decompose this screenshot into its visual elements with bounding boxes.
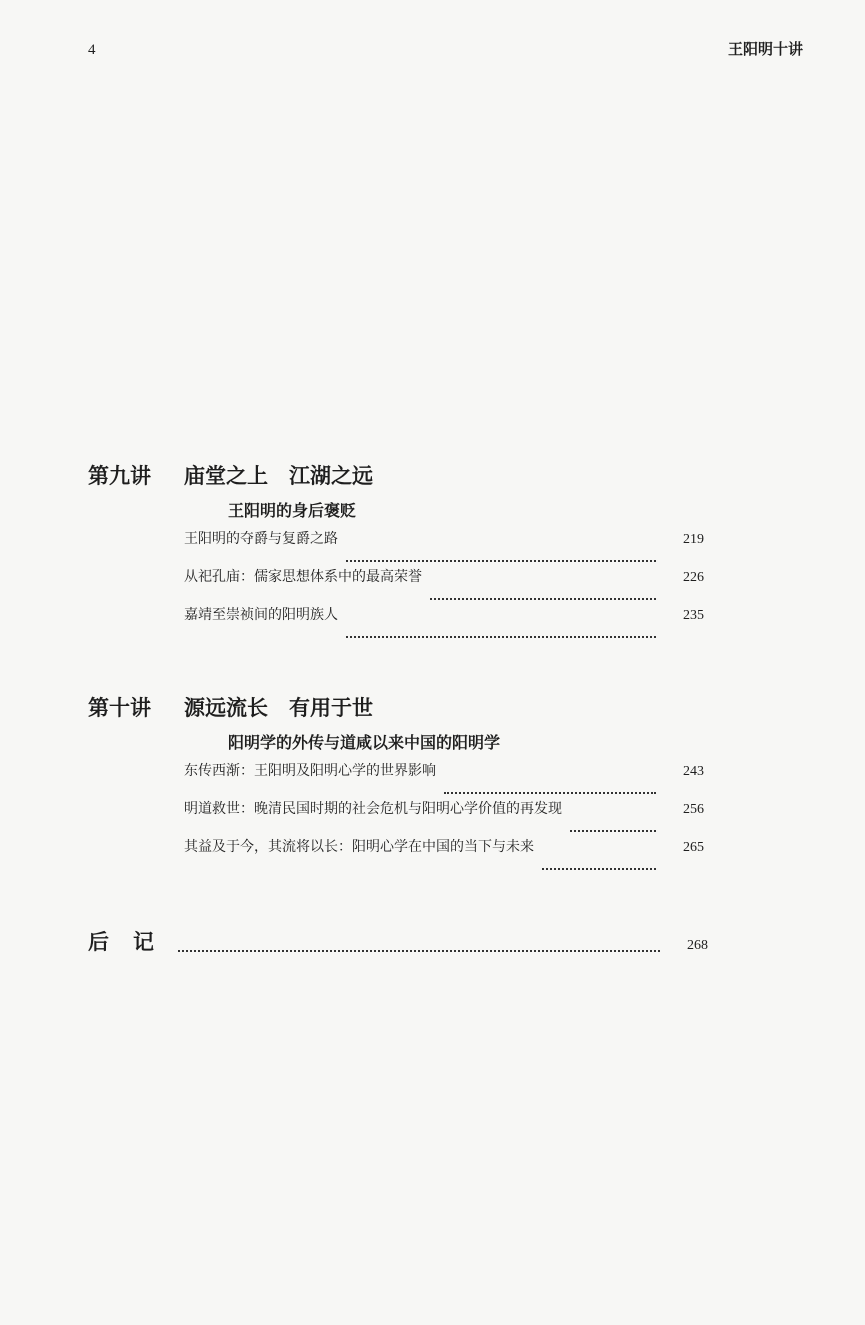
dot-leader	[178, 949, 660, 952]
toc-entry-page: 265	[683, 840, 704, 855]
chapter-heading	[88, 460, 708, 492]
dot-leader	[430, 597, 656, 600]
toc-entry-title: 王阳明的夺爵与复爵之路	[184, 531, 338, 547]
running-title: 王阳明十讲	[727, 40, 803, 58]
toc-entry-page: 219	[683, 532, 704, 547]
dot-leader	[570, 829, 656, 832]
toc-entry[interactable]	[184, 566, 704, 604]
toc-entry-page: 226	[683, 570, 704, 585]
chapter-subtitle: 阳明学的外传与道咸以来中国的阳明学	[228, 733, 501, 752]
dot-leader	[346, 559, 656, 562]
dot-leader	[346, 635, 656, 638]
toc-entry[interactable]	[184, 604, 704, 642]
chapter-title: 庙堂之上 江湖之远	[184, 463, 373, 488]
afterword-entry[interactable]	[88, 926, 708, 958]
chapter-number: 第九讲	[88, 463, 151, 488]
toc-entry-title: 其益及于今，其流将以长：阳明心学在中国的当下与未来	[184, 839, 534, 855]
toc-entry-page: 235	[683, 608, 704, 623]
chapter-number: 第十讲	[88, 695, 151, 720]
toc-entry-page: 256	[683, 802, 704, 817]
toc-entry-page: 243	[683, 764, 704, 779]
chapter-subtitle: 王阳明的身后褒贬	[228, 501, 357, 520]
toc-entry[interactable]	[184, 528, 704, 566]
toc-entry[interactable]	[184, 760, 704, 798]
dot-leader	[542, 867, 656, 870]
afterword-title: 后记	[88, 929, 178, 954]
dot-leader	[444, 791, 656, 794]
toc-entry-title: 从祀孔庙：儒家思想体系中的最高荣誉	[184, 569, 422, 585]
chapter-heading	[88, 692, 708, 724]
toc-entry-title: 明道救世：晚清民国时期的社会危机与阳明心学价值的再发现	[184, 801, 562, 817]
toc-entry-title: 东传西渐：王阳明及阳明心学的世界影响	[184, 763, 436, 779]
page-number: 4	[88, 42, 96, 58]
chapter-10	[88, 692, 708, 874]
toc-entry[interactable]	[184, 836, 704, 874]
afterword-page: 268	[687, 938, 708, 953]
chapter-title: 源远流长 有用于世	[184, 695, 373, 720]
toc-entry-title: 嘉靖至崇祯间的阳明族人	[184, 607, 338, 623]
toc-entry[interactable]	[184, 798, 704, 836]
chapter-9	[88, 460, 708, 642]
